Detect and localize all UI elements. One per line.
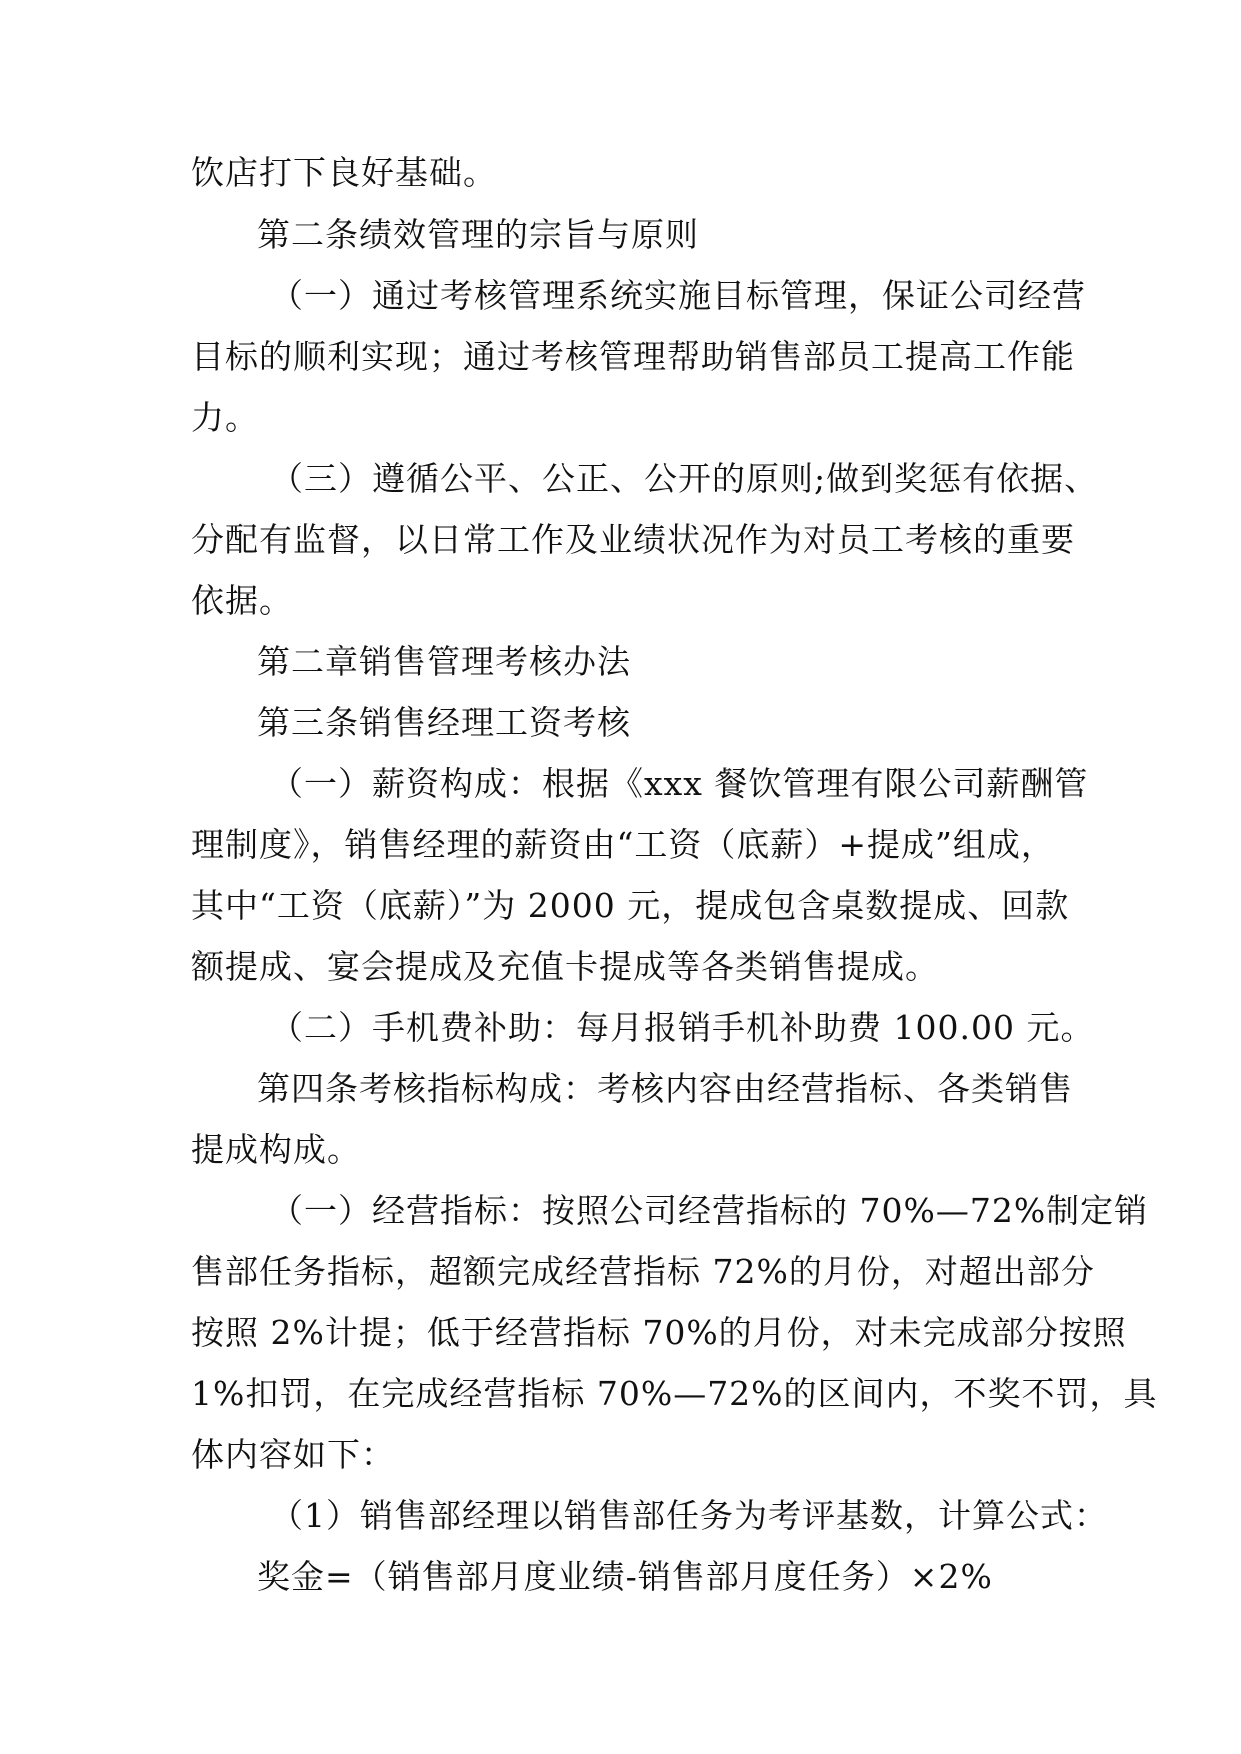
text-line-19: 售部任务指标，超额完成经营指标 72%的月份，对超出部分 bbox=[191, 1252, 1095, 1291]
section-heading: 第二条绩效管理的宗旨与原则 bbox=[257, 215, 699, 254]
text-line-22: 体内容如下： bbox=[191, 1435, 395, 1474]
text-line-12: 理制度》，销售经理的薪资由“工资（底薪）+提成”组成， bbox=[191, 825, 1055, 864]
text-line-4: 目标的顺利实现；通过考核管理帮助销售部员工提高工作能 bbox=[191, 337, 1075, 376]
section-heading: 第三条销售经理工资考核 bbox=[257, 703, 631, 742]
text-line-18: （一）经营指标：按照公司经营指标的 70%—72%制定销 bbox=[270, 1191, 1149, 1230]
text-line-20: 按照 2%计提；低于经营指标 70%的月份，对未完成部分按照 bbox=[191, 1313, 1127, 1352]
text-line-17: 提成构成。 bbox=[191, 1130, 361, 1169]
text-line-11: （一）薪资构成：根据《xxx 餐饮管理有限公司薪酬管 bbox=[270, 764, 1089, 803]
text-line-1: 饮店打下良好基础。 bbox=[191, 153, 497, 192]
chapter-heading: 第二章销售管理考核办法 bbox=[257, 642, 631, 681]
section-heading: 第四条考核指标构成：考核内容由经营指标、各类销售 bbox=[257, 1069, 1073, 1108]
text-line-8: 依据。 bbox=[191, 581, 293, 620]
text-line-7: 分配有监督，以日常工作及业绩状况作为对员工考核的重要 bbox=[191, 520, 1075, 559]
text-line-5: 力。 bbox=[191, 398, 259, 437]
formula-line: 奖金=（销售部月度业绩-销售部月度任务）×2% bbox=[257, 1557, 993, 1596]
text-line-21: 1%扣罚，在完成经营指标 70%—72%的区间内，不奖不罚，具 bbox=[191, 1374, 1158, 1413]
text-line-3: （一）通过考核管理系统实施目标管理，保证公司经营 bbox=[270, 276, 1086, 315]
text-line-13: 其中“工资（底薪）”为 2000 元，提成包含桌数提成、回款 bbox=[191, 886, 1070, 925]
text-line-14: 额提成、宴会提成及充值卡提成等各类销售提成。 bbox=[191, 947, 939, 986]
text-line-6: （三）遵循公平、公正、公开的原则;做到奖惩有依据、 bbox=[270, 459, 1099, 498]
text-line-15: （二）手机费补助：每月报销手机补助费 100.00 元。 bbox=[270, 1008, 1095, 1047]
text-line-23: （1）销售部经理以销售部任务为考评基数，计算公式： bbox=[270, 1496, 1108, 1535]
